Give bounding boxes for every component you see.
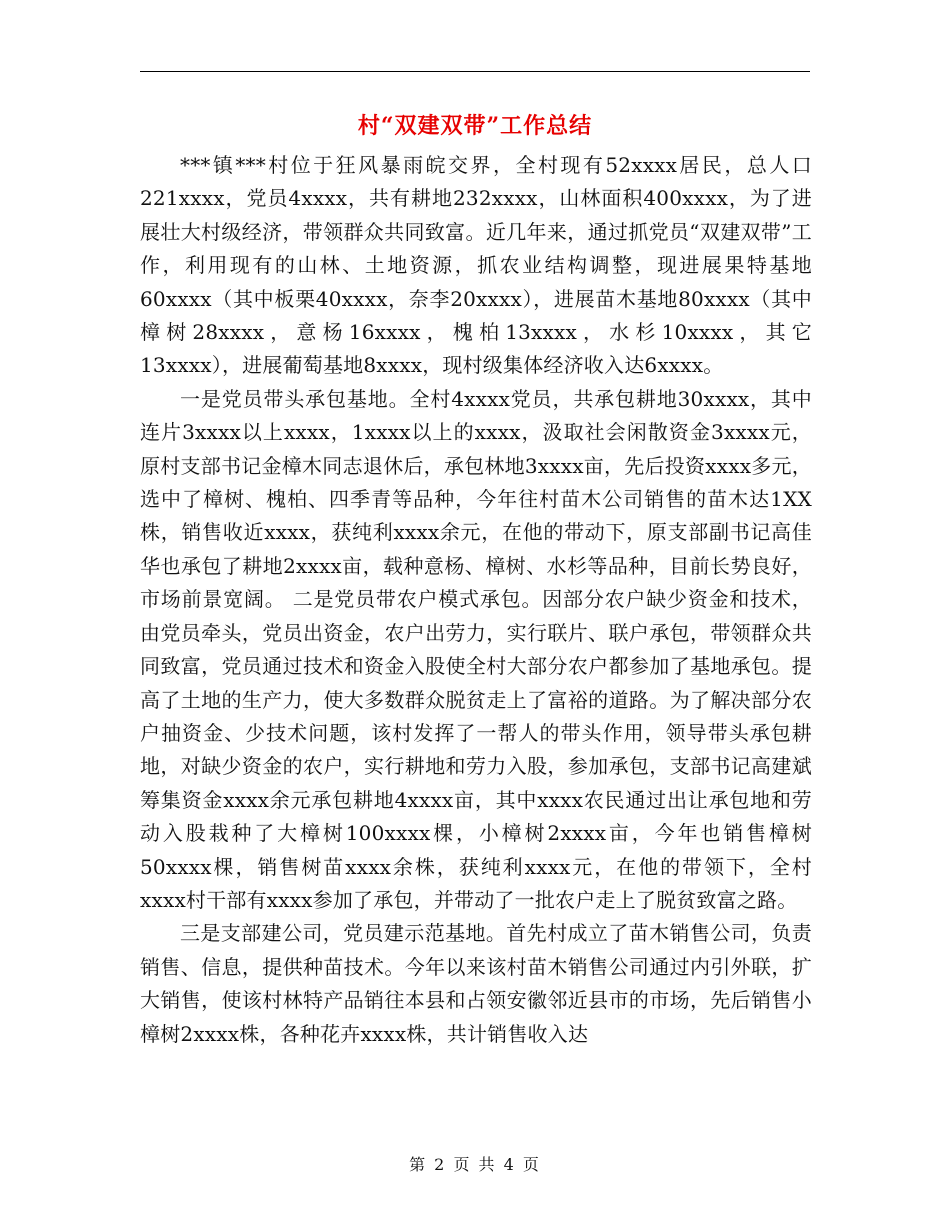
page-footer: 第 2 页 共 4 页 xyxy=(409,1155,541,1174)
paragraph-company: 三是支部建公司，党员建示范基地。首先村成立了苗木销售公司，负责销售、信息，提供种苗技术。今年以来该村苗木销售公司通过内引外联，扩大销售，使该村林特产品销往本县和占领安徽邻近县市的市场，先后销售小樟树2xxxx株，各种花卉xxxx株，共计销售收入达 xyxy=(140,921,812,1046)
document-body xyxy=(140,149,812,1051)
paragraph-intro: ***镇***村位于狂风暴雨皖交界，全村现有52xxxx居民，总人口221xxxx，党员4xxxx，共有耕地232xxxx，山林面积400xxxx，为了进展壮大村级经济，带领群众共同致富。近几年来，通过抓党员“双建双带”工作，利用现有的山林、土地资源，抓农业结构调整，现进展果特基地60xxxx（其中板栗40xxxx，奈李20xxxx），进展苗木基地80xxxx（其中樟树28xxxx，意杨16xxxx，槐柏13xxxx，水杉10xxxx，其它13xxxx），进展葡萄基地8xxxx，现村级集体经济收入达6xxxx。 xyxy=(140,153,812,378)
header-rule xyxy=(140,71,810,72)
paragraph-party-members: 一是党员带头承包基地。全村4xxxx党员，共承包耕地30xxxx，其中连片3xxxx以上xxxx，1xxxx以上的xxxx，汲取社会闲散资金3xxxx元，原村支部书记金樟木同志退休后，承包林地3xxxx亩，先后投资xxxx多元，选中了樟树、槐柏、四季青等品种，今年往村苗木公司销售的苗木达1XX株，销售收近xxxx，获纯利xxxx余元，在他的带动下，原支部副书记高佳华也承包了耕地2xxxx亩，载种意杨、樟树、水杉等品种，目前长势良好，市场前景宽阔。 二是党员带农户模式承包。因部分农户缺少资金和技术，由党员牵头，党员出资金，农户出劳力，实行联片、联户承包，带领群众共同致富，党员通过技术和资金入股使全村大部分农户都参加了基地承包。提高了土地的生产力，使大多数群众脱贫走上了富裕的道路。为了解决部分农户抽资金、少技术问题，该村发挥了一帮人的带头作用，领导带头承包耕地，对缺少资金的农户，实行耕地和劳力入股，参加承包，支部书记高建斌筹集资金xxxx余元承包耕地4xxxx亩，其中xxxx农民通过出让承包地和劳动入股栽种了大樟树100xxxx棵，小樟树2xxxx亩，今年也销售樟树50xxxx棵，销售树苗xxxx余株，获纯利xxxx元，在他的带领下，全村xxxx村干部有xxxx参加了承包，并带动了一批农户走上了脱贫致富之路。 xyxy=(140,386,812,912)
document-title: 村“双建双带”工作总结 xyxy=(357,113,593,139)
